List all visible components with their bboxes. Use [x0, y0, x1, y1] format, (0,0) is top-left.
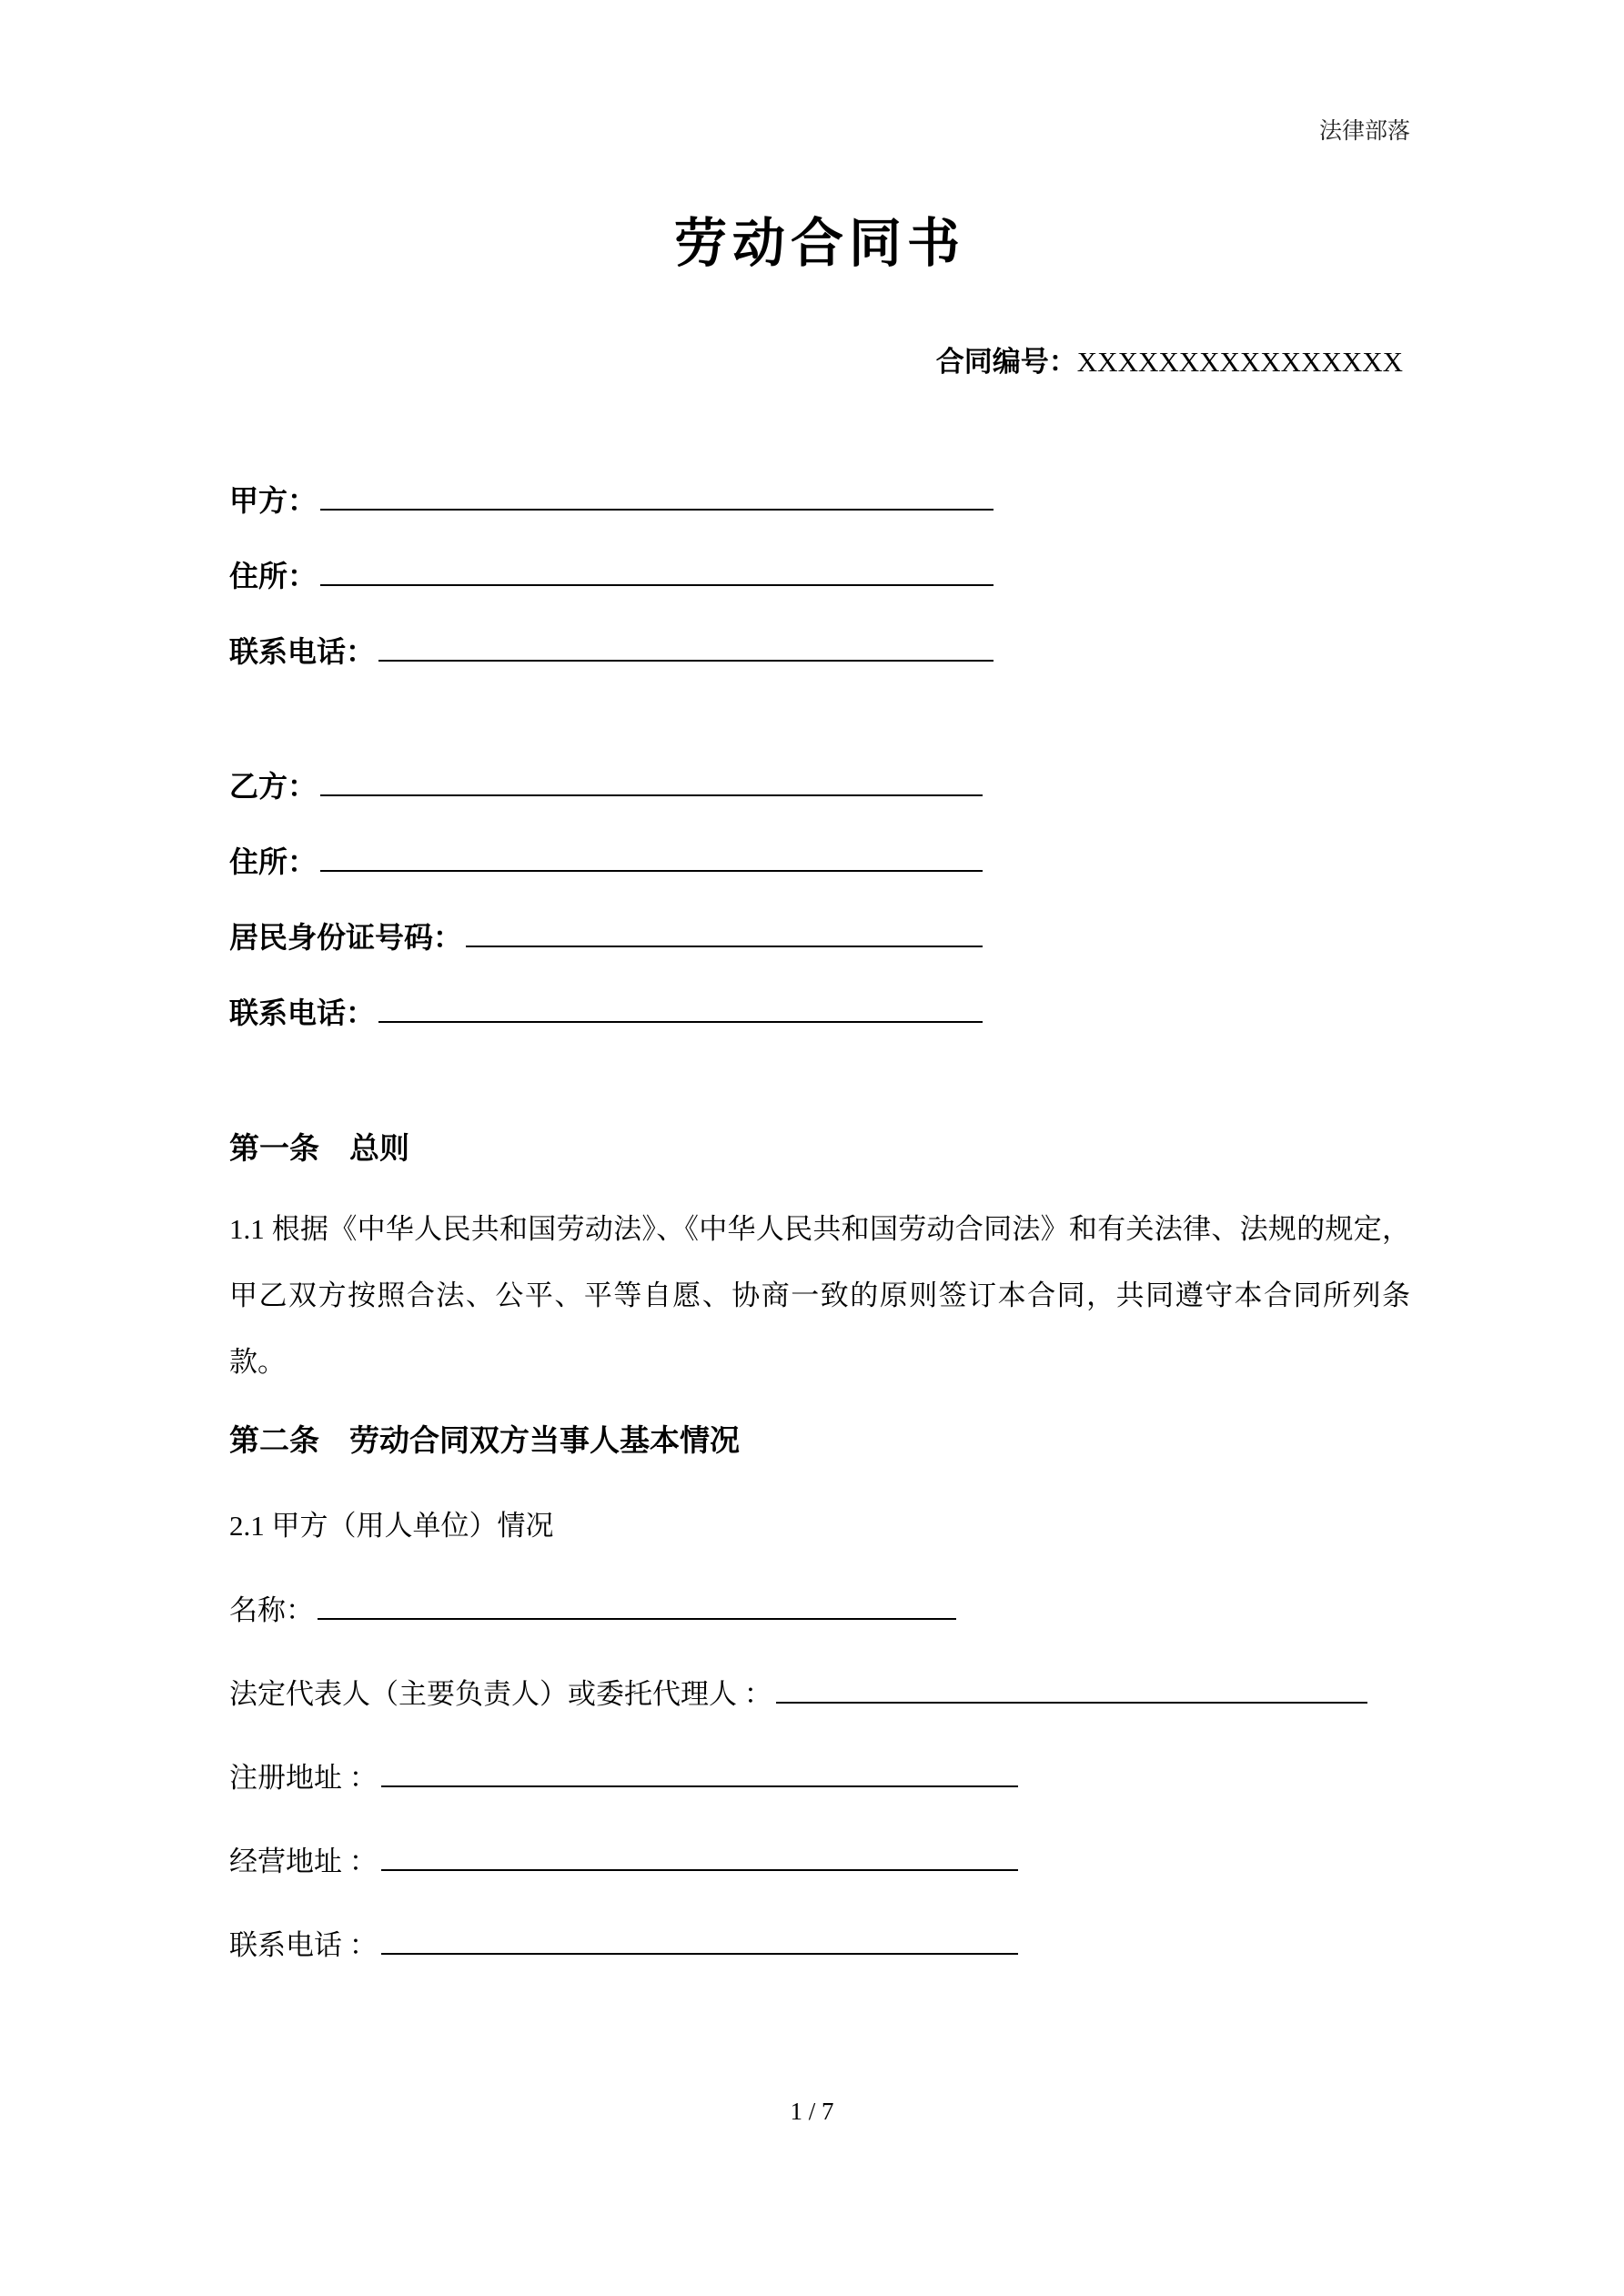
party-a-address-label: 住所：	[229, 560, 318, 592]
party-b-block	[229, 767, 1410, 1033]
business-address-label: 经营地址 ：	[229, 1846, 378, 1877]
party-a-block	[229, 481, 1410, 672]
blank-line-party-a-address[interactable]	[320, 577, 994, 586]
header-watermark: 法律部落	[1318, 119, 1410, 144]
field-row-legal-representative	[229, 1674, 1410, 1714]
field-row-business-address	[229, 1842, 1410, 1881]
section-1-heading: 第一条 总则	[229, 1131, 409, 1165]
blank-line-party-a-phone[interactable]	[378, 652, 994, 662]
employer-phone-label: 联系电话 ：	[229, 1929, 378, 1961]
blank-line-party-b-phone[interactable]	[378, 1014, 983, 1023]
field-row-party-b-phone	[229, 994, 1410, 1033]
party-b-id-label: 居民身份证号码：	[229, 921, 463, 954]
field-row-party-a-phone	[229, 632, 1410, 672]
blank-line-registered-address[interactable]	[381, 1778, 1018, 1787]
field-row-party-a	[229, 481, 1410, 521]
registered-address-label: 注册地址 ：	[229, 1762, 378, 1794]
field-row-party-a-address	[229, 557, 1410, 596]
field-row-party-b-id-number	[229, 918, 1410, 957]
employer-name-label: 名称：	[229, 1594, 314, 1626]
section-2-heading: 第二条 劳动合同双方当事人基本情况	[229, 1423, 740, 1457]
section-2-intro: 2.1 甲方（用人单位）情况	[229, 1510, 554, 1542]
contract-number-value: XXXXXXXXXXXXXXXX	[1076, 346, 1403, 378]
party-b-address-label: 住所：	[229, 845, 318, 878]
contract-number-line	[229, 342, 1410, 381]
legal-representative-label: 法定代表人（主要负责人）或委托代理人 ：	[229, 1678, 772, 1710]
document-title: 劳动合同书	[673, 214, 965, 273]
party-a-phone-label: 联系电话：	[229, 635, 376, 668]
section-1-paragraph: 1.1 根据《中华人民共和国劳动法》、《中华人民共和国劳动合同法》和有关法律、法规的规定，甲乙双方按照合法、公平、平等自愿、协商一致的原则签订本合同，共同遵守本合同所列条款。	[229, 1213, 1410, 1378]
blank-line-business-address[interactable]	[381, 1862, 1018, 1871]
contract-number-label: 合同编号：	[935, 346, 1077, 378]
blank-line-employer-phone[interactable]	[381, 1946, 1018, 1955]
field-row-registered-address	[229, 1758, 1410, 1797]
employer-info-block	[229, 1591, 1410, 1965]
field-row-party-b-address	[229, 843, 1410, 882]
blank-line-party-b-address[interactable]	[320, 863, 983, 872]
field-row-employer-phone	[229, 1926, 1410, 1965]
party-a-label: 甲方：	[229, 484, 318, 517]
field-row-employer-name	[229, 1591, 1410, 1630]
footer-page-number: 1 / 7	[790, 2098, 834, 2125]
blank-line-legal-representative[interactable]	[776, 1694, 1367, 1704]
party-b-label: 乙方：	[229, 770, 318, 803]
blank-line-employer-name[interactable]	[318, 1611, 956, 1620]
party-b-phone-label: 联系电话：	[229, 996, 376, 1029]
blank-line-party-a-name[interactable]	[320, 501, 994, 511]
blank-line-party-b-id[interactable]	[466, 938, 983, 947]
blank-line-party-b-name[interactable]	[320, 787, 983, 796]
field-row-party-b	[229, 767, 1410, 806]
